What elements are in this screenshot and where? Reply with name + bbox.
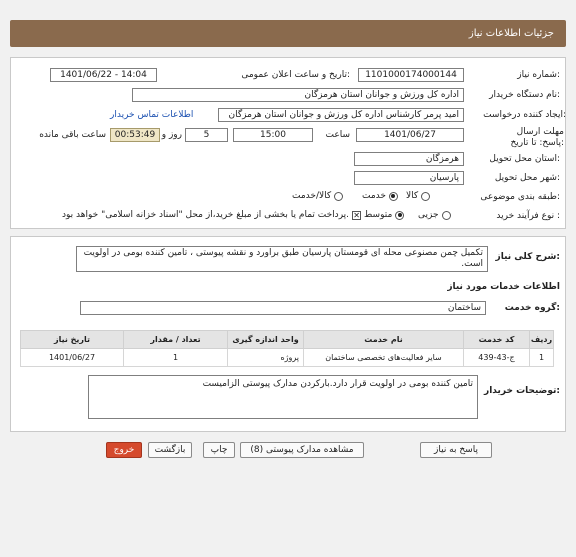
cell-qty: 1: [124, 349, 228, 367]
process-label: نوع فرآیند خرید :: [496, 211, 560, 221]
description-label: شرح کلی نیاز:: [495, 252, 560, 262]
buyer-contact-link[interactable]: اطلاعات تماس خریدار: [110, 110, 194, 120]
category-option-goods[interactable]: کالا: [406, 191, 430, 201]
deadline-time-field: 15:00: [233, 128, 313, 142]
remaining-time-label: ساعت باقی مانده: [39, 130, 106, 140]
buyer-field: اداره کل ورزش و جوانان استان هرمزگان: [132, 88, 464, 102]
category-label: طبقه بندی موضوعی:: [480, 192, 560, 202]
treasury-payment-option[interactable]: [62, 210, 361, 220]
col-date: تاریخ نیاز: [21, 331, 124, 349]
col-qty: تعداد / مقدار: [124, 331, 228, 349]
creator-label: ایجاد کننده درخواست:: [483, 110, 566, 120]
service-group-field: ساختمان: [80, 301, 486, 315]
cell-date: 1401/06/27: [21, 349, 124, 367]
category-option-service[interactable]: خدمت: [362, 191, 398, 201]
remaining-time-field: 00:53:49: [110, 128, 160, 142]
need-number-label: شماره نیاز:: [517, 70, 560, 80]
print-button[interactable]: چاپ: [203, 442, 235, 458]
services-section-title: اطلاعات خدمات مورد نیاز: [447, 282, 560, 292]
services-table: [20, 330, 554, 367]
announce-datetime-label: تاریخ و ساعت اعلان عمومی:: [241, 70, 350, 80]
cell-code: ج-43-439: [464, 349, 530, 367]
table-row: [21, 349, 554, 367]
city-label: شهر محل تحویل:: [494, 173, 560, 183]
service-group-label: گروه خدمت:: [504, 303, 560, 313]
category-radio-goods-service[interactable]: [334, 192, 343, 201]
process-option-minor[interactable]: جزیی: [418, 210, 451, 220]
view-attachments-button[interactable]: مشاهده مدارک پیوستی (8): [240, 442, 364, 458]
services-table-header: [21, 331, 554, 349]
exit-button[interactable]: خروج: [106, 442, 142, 458]
category-option-goods-service[interactable]: کالا/خدمت: [292, 191, 343, 201]
days-label: روز و: [161, 130, 182, 140]
province-label: استان محل تحویل:: [489, 154, 560, 164]
category-radio-goods[interactable]: [421, 192, 430, 201]
cell-name: سایر فعالیت‌های تخصصی ساختمان: [304, 349, 464, 367]
page-title: جزئیات اطلاعات نیاز: [468, 28, 554, 39]
cell-row: 1: [530, 349, 554, 367]
reply-button[interactable]: پاسخ به نیاز: [420, 442, 492, 458]
buyer-notes-label: توضیحات خریدار:: [484, 386, 560, 396]
need-number-field: 1101000174000144: [358, 68, 464, 82]
col-code: کد خدمت: [464, 331, 530, 349]
buyer-notes-field: تامین کننده بومی در اولویت قرار دارد.بارکردن مدارک پیوستی الزامیست: [88, 375, 478, 419]
need-info-panel: [10, 57, 566, 229]
process-radio-medium[interactable]: [395, 211, 404, 220]
buyer-label: نام دستگاه خریدار:: [489, 90, 560, 100]
creator-field: امید پرمر کارشناس اداره کل ورزش و جوانان استان هرمزگان: [218, 108, 464, 122]
process-option-medium[interactable]: متوسط: [364, 210, 404, 220]
category-radio-service[interactable]: [389, 192, 398, 201]
days-field: 5: [185, 128, 228, 142]
col-row: ردیف: [530, 331, 554, 349]
city-field: پارسیان: [354, 171, 464, 185]
deadline-date-field: 1401/06/27: [356, 128, 464, 142]
col-name: نام خدمت: [304, 331, 464, 349]
back-button[interactable]: بازگشت: [148, 442, 192, 458]
deadline-hour-label: ساعت: [325, 130, 350, 140]
cell-unit: پروژه: [228, 349, 304, 367]
deadline-label: مهلت ارسال پاسخ: تا تاریخ:: [510, 127, 564, 148]
process-radio-minor[interactable]: [442, 211, 451, 220]
province-field: هرمزگان: [354, 152, 464, 166]
announce-datetime-field: 1401/06/22 - 14:04: [50, 68, 157, 82]
page-header: [10, 20, 566, 47]
treasury-payment-checkbox[interactable]: ✕: [353, 210, 360, 220]
col-unit: واحد اندازه گیری: [228, 331, 304, 349]
treasury-payment-note: پرداخت تمام یا بخشی از مبلغ خرید،از محل "اسناد خزانه اسلامی" خواهد بود.: [62, 210, 350, 220]
description-field: تکمیل چمن مصنوعی محله ای قومستان پارسیان طبق براورد و نقشه پیوستی ، تامین کننده بومی در اولویت است.: [76, 246, 488, 272]
